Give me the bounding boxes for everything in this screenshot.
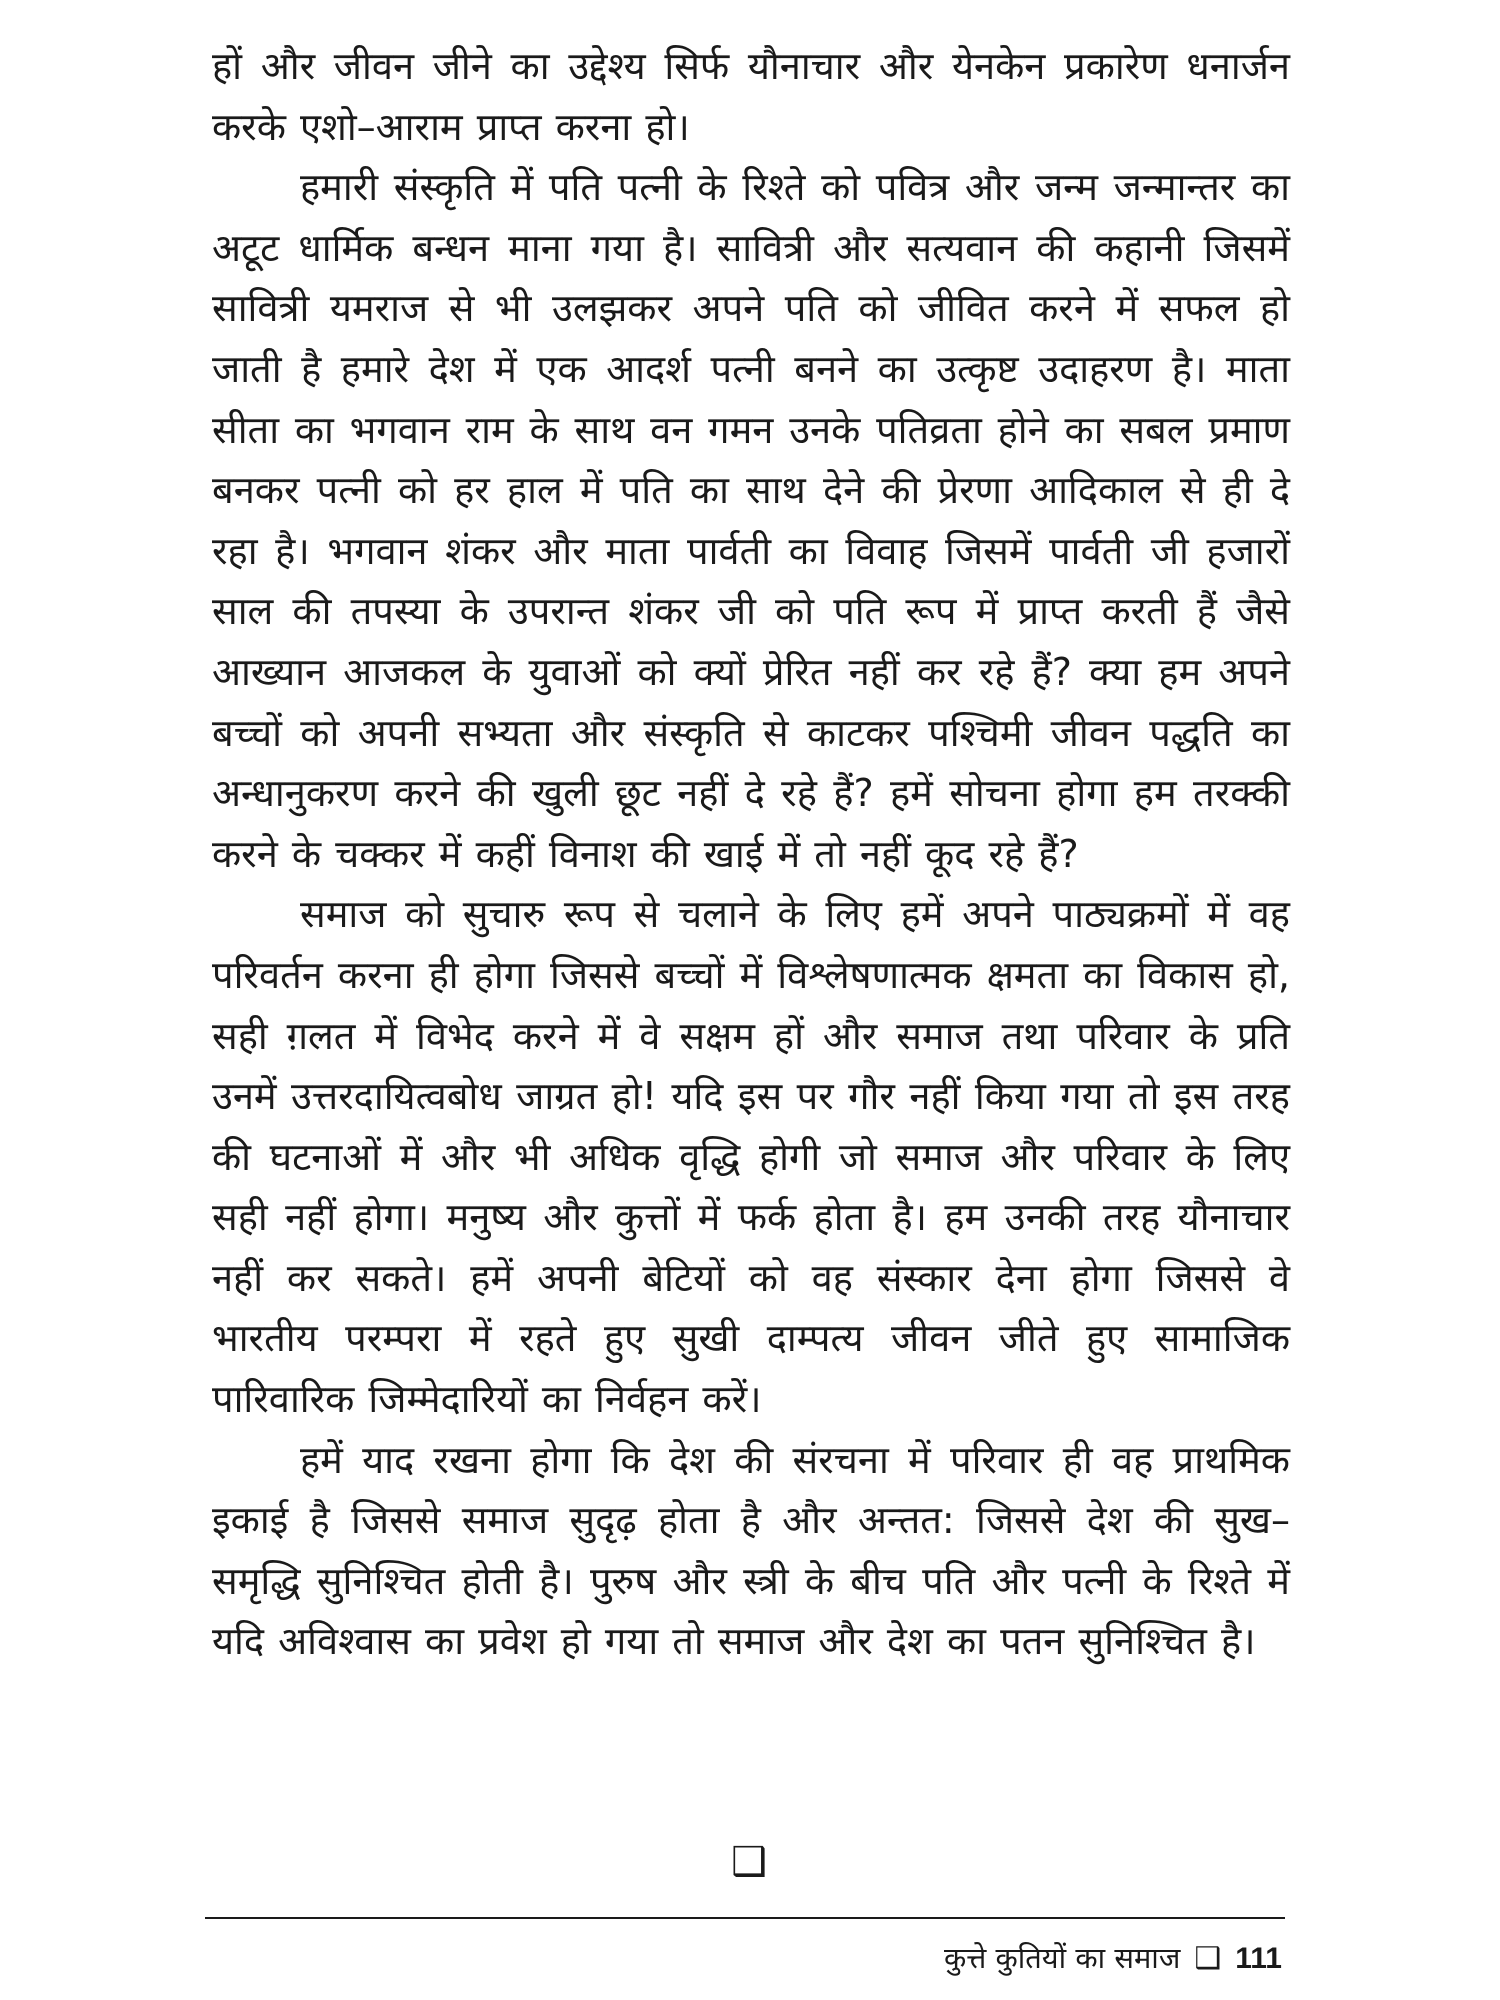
paragraph-conclusion: हमें याद रखना होगा कि देश की संरचना में परिवार ही वह प्राथमिक इकाई है जिससे समाज सुदृढ़ होता है और अन्तत: जिससे देश की सुख–समृद्धि सुनिश्चित होती है। पुरुष और स्त्री के बीच पति और पत्नी के रिश्ते में यदि अविश्वास का प्रवेश हो गया तो समाज और देश का पतन सुनिश्चित है।	[212, 1437, 1290, 1664]
page-number: 111	[1235, 1942, 1282, 1975]
paragraph-samaj: समाज को सुचारु रूप से चलाने के लिए हमें अपने पाठ्यक्रमों में वह परिवर्तन करना ही होगा जिससे बच्चों में विश्लेषणात्मक क्षमता का विकास हो, सही ग़लत में विभेद करने में वे सक्षम हों और समाज तथा परिवार के प्रति उनमें उत्तरदायित्वबोध जाग्रत हो! यदि इस पर गौर नहीं किया गया तो इस तरह की घटनाओं में और भी अधिक वृद्धि होगी जो समाज और परिवार के लिए सही नहीं होगा। मनुष्य और कुत्तों में फर्क होता है। हम उनकी तरह यौनाचार नहीं कर सकते। हमें अपनी बेटियों को वह संस्कार देना होगा जिससे वे भारतीय परम्परा में रहते हुए सुखी दाम्पत्य जीवन जीते हुए सामाजिक पारिवारिक जिम्मेदारियों का निर्वहन करें।	[212, 892, 1290, 1422]
footer-divider	[205, 1917, 1285, 1919]
running-title: कुत्ते कुतियों का समाज	[943, 1941, 1181, 1975]
paragraph-continued: हों और जीवन जीने का उद्देश्य सिर्फ यौनाचार और येनकेन प्रकारेण धनार्जन करके एशो–आराम प्राप्त करना हो।	[212, 44, 1290, 149]
section-end-mark-icon: ❑	[731, 1839, 767, 1885]
footer-separator-icon: ❑	[1194, 1941, 1222, 1976]
paragraph-sanskriti: हमारी संस्कृति में पति पत्नी के रिश्ते को पवित्र और जन्म जन्मान्तर का अटूट धार्मिक बन्धन माना गया है। सावित्री और सत्यवान की कहानी जिसमें सावित्री यमराज से भी उलझकर अपने पति को जीवित करने में सफल हो जाती है हमारे देश में एक आदर्श पत्नी बनने का उत्कृष्ट उदाहरण है। माता सीता का भगवान राम के साथ वन गमन उनके पतिव्रता होने का सबल प्रमाण बनकर पत्नी को हर हाल में पति का साथ देने की प्रेरणा आदिकाल से ही दे रहा है। भगवान शंकर और माता पार्वती का विवाह जिसमें पार्वती जी हजारों साल की तपस्या के उपरान्त शंकर जी को पति रूप में प्राप्त करती हैं जैसे आख्यान आजकल के युवाओं को क्यों प्रेरित नहीं कर रहे हैं? क्या हम अपने बच्चों को अपनी सभ्यता और संस्कृति से काटकर पश्चिमी जीवन पद्धति का अन्धानुकरण करने की खुली छूट नहीं दे रहे हैं? हमें सोचना होगा हम तरक्की करने के चक्कर में कहीं विनाश की खाई में तो नहीं कूद रहे हैं?	[212, 165, 1290, 876]
body-text	[212, 36, 1290, 1672]
page-footer	[944, 1938, 1282, 1979]
